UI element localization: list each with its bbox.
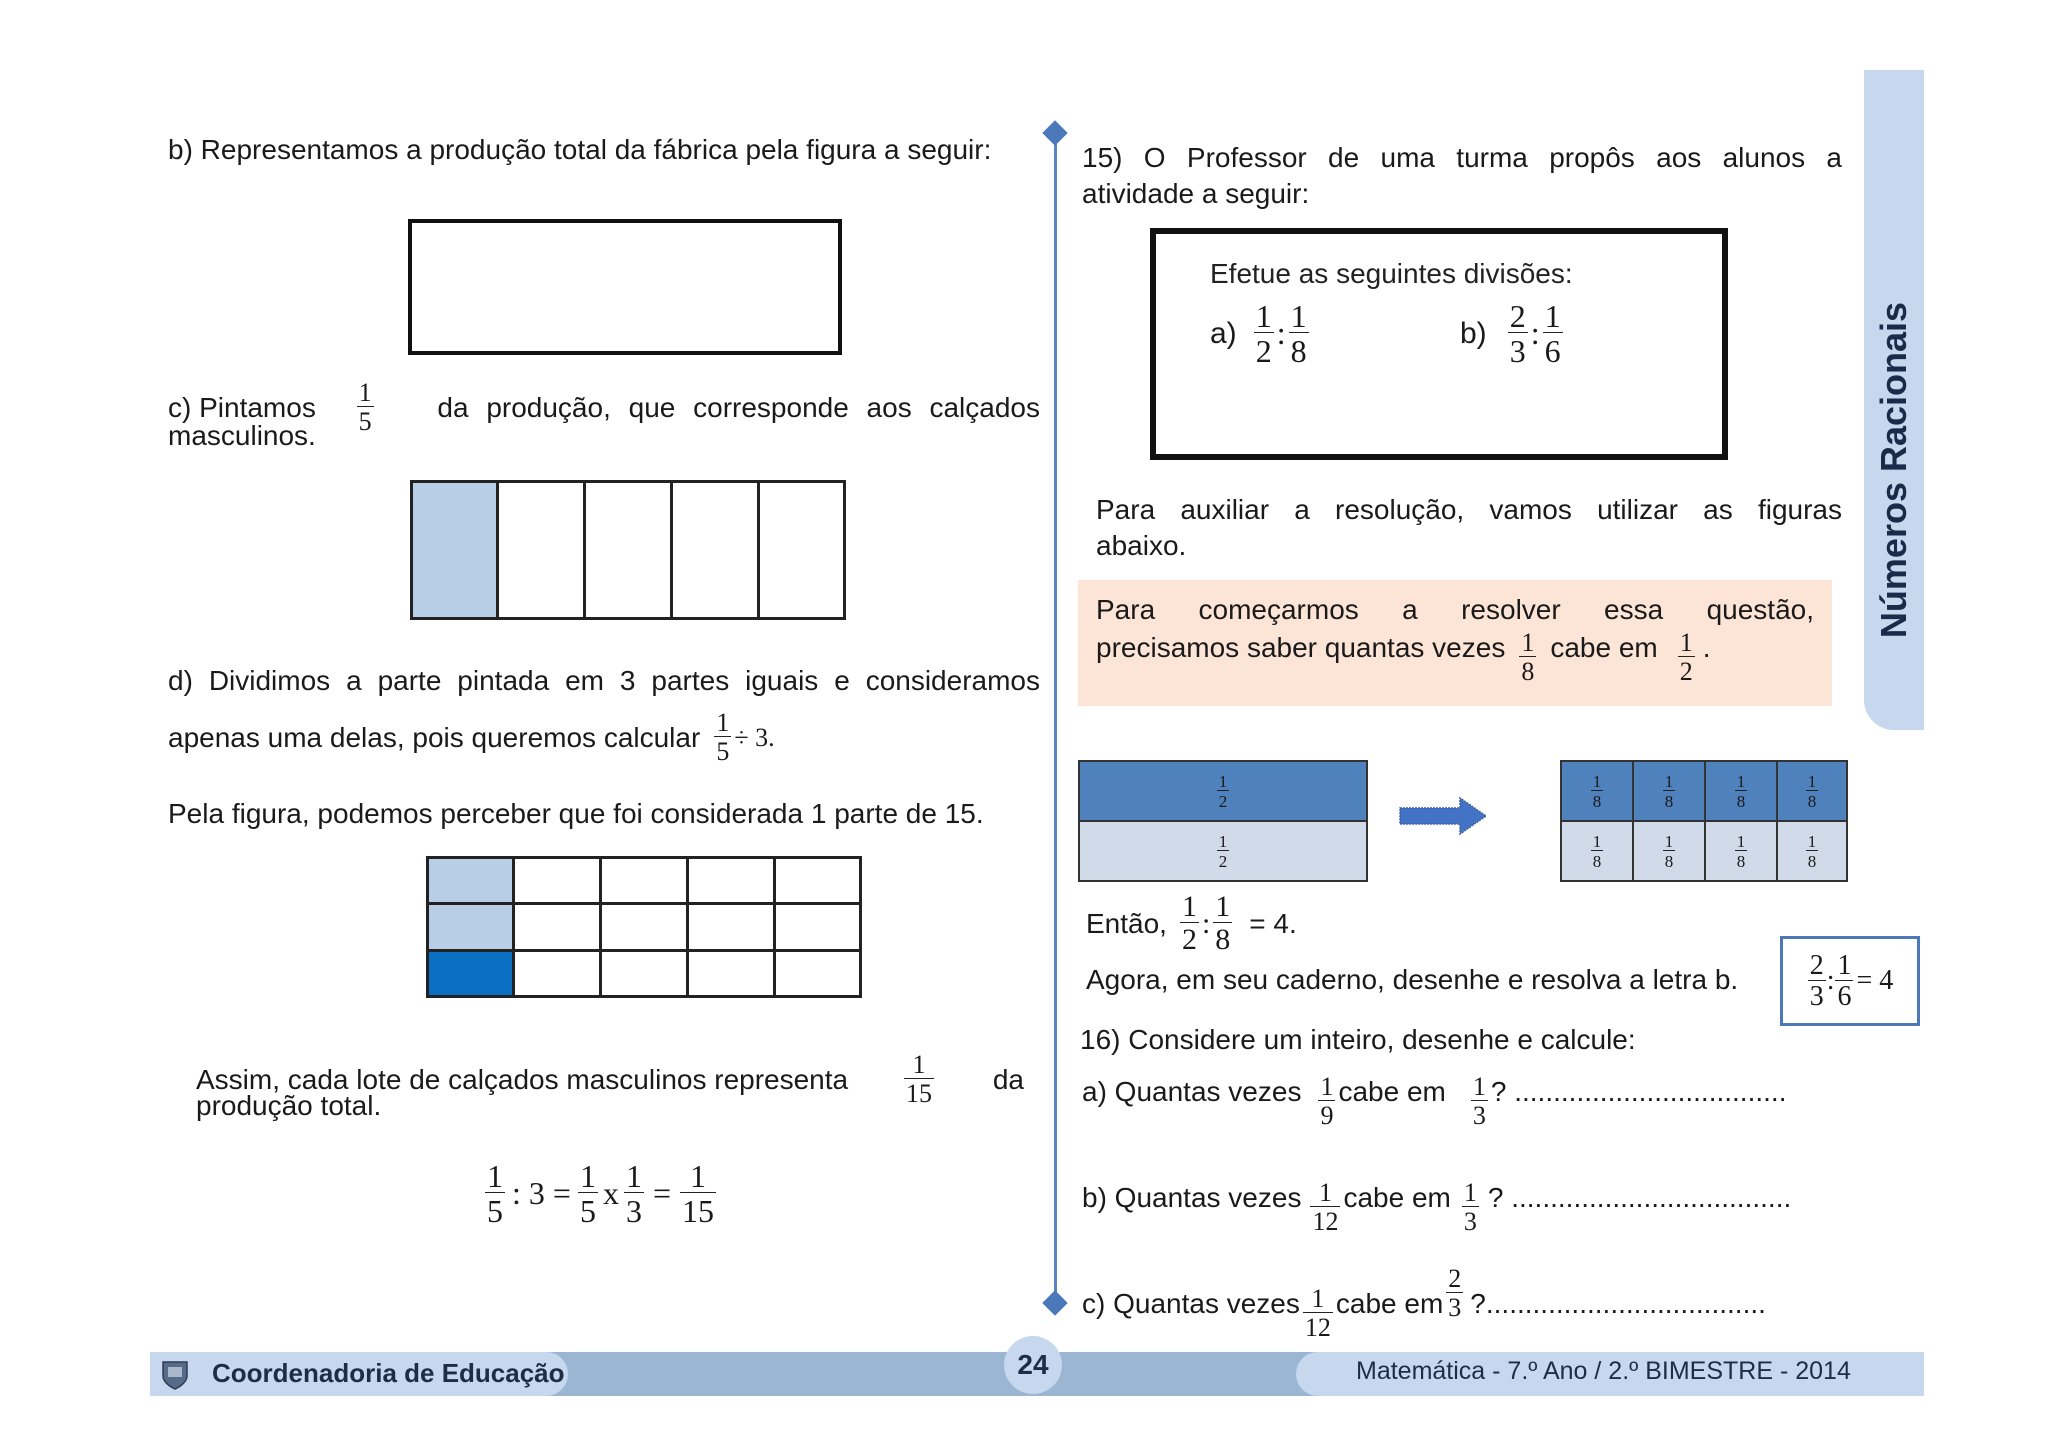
q16-item-b: b) Quantas vezes $\frac{1}{12}$ cabe em $\frac{1}{3}$ ? .................................... (1082, 1178, 1792, 1236)
grid-cell (599, 949, 689, 998)
grid-cell (773, 856, 862, 905)
halves-figure (1078, 760, 1368, 882)
arrow-right-icon (1398, 796, 1488, 836)
q15-line1: 15) O Professor de uma turma propôs aos alunos a (1082, 142, 1842, 173)
q16-title: 16) Considere um inteiro, desenhe e calcule: (1080, 1024, 1636, 1055)
page-number: 24 (1017, 1349, 1049, 1380)
divider-diamond-bottom (1042, 1290, 1067, 1315)
grid-cell (599, 902, 689, 952)
entao-line: Então, $\frac{1}{2}$ : $\frac{1}{8}$ = 4. (1086, 890, 1297, 956)
activity-title: Efetue as seguintes divisões: (1210, 258, 1573, 289)
eighth-cell-light: $\frac{1}{8}$ (1776, 820, 1848, 882)
q16-item-c: c) Quantas vezes $\frac{1}{12}$ cabe em $\frac{2}{3}$ ?.................................... (1082, 1264, 1766, 1342)
fifth-cell (670, 480, 760, 620)
aux-line2: abaixo. (1096, 530, 1187, 561)
item-c-line2: masculinos. (168, 420, 316, 451)
eighth-cell-light: $\frac{1}{8}$ (1632, 820, 1706, 882)
emblem-icon (160, 1358, 190, 1390)
eighth-cell-dark: $\frac{1}{8}$ (1776, 760, 1848, 822)
eighth-cell-dark: $\frac{1}{8}$ (1632, 760, 1706, 822)
fraction-one-fifth: $\frac{1}{5}$ (716, 708, 730, 766)
final-equation: $\frac{1}{5}$ : 3 = $\frac{1}{5}$ x $\frac{1}{3}$ = $\frac{1}{15}$ (487, 1158, 714, 1229)
assim-line2: produção total. (196, 1090, 382, 1121)
item-d-line1: d) Dividimos a parte pintada em 3 partes iguais e consideramos (168, 665, 1040, 696)
fraction-one-fifteenth: $\frac{1}{15}$ (905, 1050, 932, 1108)
activity-item-a: a) $\frac{1}{2}$ : $\frac{1}{8}$ (1210, 298, 1307, 369)
fraction-one-fifth: $\frac{1}{5}$ (358, 378, 372, 436)
whole-rectangle (408, 219, 842, 355)
hint-line1: Para começarmos a resolver essa questão, (1096, 594, 1814, 625)
q16-item-a: a) Quantas vezes $\frac{1}{9}$ cabe em $\frac{1}{3}$ ? ................................... (1082, 1072, 1787, 1130)
grid-cell (512, 902, 602, 952)
half-bottom: $\frac{1}{2}$ (1078, 820, 1368, 882)
fifth-cell (757, 480, 846, 620)
eighth-cell-light: $\frac{1}{8}$ (1704, 820, 1778, 882)
grid-cell-selected (426, 949, 515, 998)
center-divider (1054, 132, 1057, 1302)
aux-line1: Para auxiliar a resolução, vamos utilizar as figuras (1096, 494, 1842, 525)
fifteenths-grid (426, 856, 862, 998)
eighth-cell-light: $\frac{1}{8}$ (1560, 820, 1634, 882)
grid-cell (773, 902, 862, 952)
fifths-figure (410, 480, 846, 620)
activity-item-b: b) $\frac{2}{3}$ : $\frac{1}{6}$ (1460, 298, 1561, 369)
eighth-cell-dark: $\frac{1}{8}$ (1704, 760, 1778, 822)
divider-diamond-top (1042, 120, 1067, 145)
item-b-text: b) Representamos a produção total da fábrica pela figura a seguir: (168, 134, 992, 165)
grid-cell (686, 949, 776, 998)
item-c-after: da produção, que corresponde aos calçados (437, 391, 1040, 423)
q15-line2: atividade a seguir: (1082, 178, 1310, 209)
item-c-before: c) Pintamos (168, 391, 316, 423)
hint-line2: precisamos saber quantas vezes $\frac{1}{8}$ cabe em $\frac{1}{2}$ . (1096, 628, 1711, 686)
grid-cell (686, 902, 776, 952)
grid-cell (512, 949, 602, 998)
eighths-figure (1560, 760, 1848, 882)
grid-cell (773, 949, 862, 998)
answer-box: $\frac{2}{3}$ : $\frac{1}{6}$ = 4 (1780, 936, 1920, 1026)
grid-cell (599, 856, 689, 905)
side-tab-label: Números Racionais (1873, 301, 1914, 639)
fifth-cell (583, 480, 673, 620)
grid-cell (686, 856, 776, 905)
assim-line1: Assim, cada lote de calçados masculinos representa $\frac{1}{15}$ da (196, 1050, 1024, 1108)
page-number-badge (1004, 1336, 1062, 1394)
eighth-cell-dark: $\frac{1}{8}$ (1560, 760, 1634, 822)
fifth-cell-shaded (410, 480, 499, 620)
grid-cell-shaded (426, 902, 515, 952)
footer-right-text: Matemática - 7.º Ano / 2.º BIMESTRE - 2014 (1356, 1357, 1851, 1385)
fifth-cell (496, 480, 586, 620)
half-top: $\frac{1}{2}$ (1078, 760, 1368, 822)
grid-cell-shaded (426, 856, 515, 905)
footer-left-text: Coordenadoria de Educação (212, 1358, 565, 1388)
grid-cell (512, 856, 602, 905)
item-d-line2: apenas uma delas, pois queremos calcular $\frac{1}{5}$ ÷ 3. (168, 708, 775, 766)
item-d-line3: Pela figura, podemos perceber que foi considerada 1 parte de 15. (168, 798, 984, 829)
agora-line: Agora, em seu caderno, desenhe e resolva a letra b. (1086, 964, 1739, 995)
